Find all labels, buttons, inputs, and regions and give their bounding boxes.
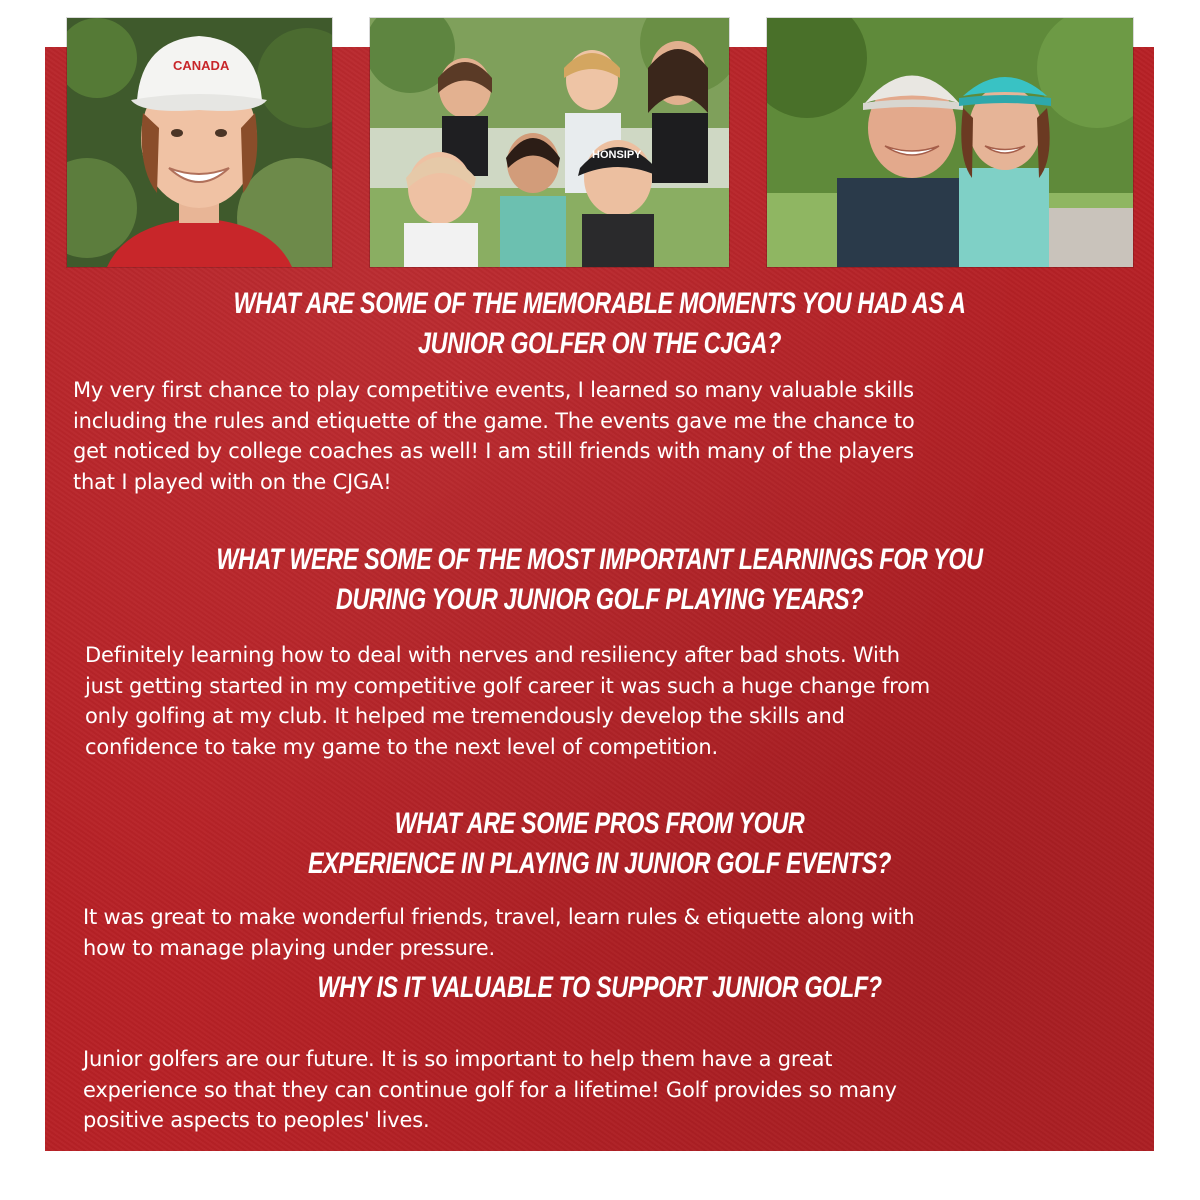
- group-selfie-illustration: [370, 18, 729, 267]
- answer-3-line-2: how to manage playing under pressure.: [83, 935, 495, 960]
- answer-2-line-2: just getting started in my competitive golf career it was such a huge change from: [85, 673, 931, 698]
- portrait-illustration: [67, 18, 332, 267]
- question-2-line-2: DURING YOUR JUNIOR GOLF PLAYING YEARS?: [335, 583, 864, 616]
- answer-1: [73, 375, 915, 497]
- answer-1-line-1: My very first chance to play competitive events, I learned so many valuable skills: [73, 378, 914, 402]
- visor-brand-text: HONSIPY: [592, 149, 642, 161]
- answer-1-line-2: including the rules and etiquette of the game. The events gave me the chance to: [73, 408, 915, 433]
- question-4-line-1: WHY IS IT VALUABLE TO SUPPORT JUNIOR GOLF?: [317, 971, 882, 1004]
- older-man-and-golfer-photo: [766, 17, 1134, 268]
- answer-2-line-1: Definitely learning how to deal with nerves and resiliency after bad shots. With: [85, 643, 900, 667]
- question-1-line-1: WHAT ARE SOME OF THE MEMORABLE MOMENTS YOU HAD AS A: [233, 287, 966, 320]
- question-4: [167, 968, 1032, 1008]
- question-3-line-1: WHAT ARE SOME PROS FROM YOUR: [394, 807, 805, 840]
- question-3-line-2: EXPERIENCE IN PLAYING IN JUNIOR GOLF EVENTS?: [307, 847, 892, 880]
- cap-brand-text: CANADA: [173, 58, 230, 73]
- older-man-illustration: [767, 18, 1133, 267]
- question-2: [167, 540, 1032, 620]
- answer-2-line-4: confidence to take my game to the next level of competition.: [85, 734, 719, 759]
- answer-3: [83, 902, 914, 963]
- answer-2-line-3: only golfing at my club. It helped me tremendously develop the skills and: [85, 704, 845, 728]
- answer-1-line-4: that I played with on the CJGA!: [73, 469, 392, 494]
- answer-2: [85, 640, 930, 762]
- question-1: [167, 284, 1032, 364]
- answer-4-line-1: Junior golfers are our future. It is so important to help them have a great: [83, 1047, 833, 1071]
- portrait-photo: [66, 17, 333, 268]
- answer-4-line-3: positive aspects to peoples' lives.: [83, 1108, 430, 1132]
- answer-4: [83, 1044, 897, 1136]
- question-3: [167, 804, 1032, 884]
- answer-4-line-2: experience so that they can continue golf for a lifetime! Golf provides so many: [83, 1077, 897, 1102]
- group-selfie-photo: [369, 17, 730, 268]
- answer-3-line-1: It was great to make wonderful friends, travel, learn rules & etiquette along with: [83, 905, 915, 929]
- answer-1-line-3: get noticed by college coaches as well! I am still friends with many of the players: [73, 439, 914, 463]
- question-1-line-2: JUNIOR GOLFER ON THE CJGA?: [418, 327, 781, 360]
- question-2-line-1: WHAT WERE SOME OF THE MOST IMPORTANT LEARNINGS FOR YOU: [216, 543, 983, 576]
